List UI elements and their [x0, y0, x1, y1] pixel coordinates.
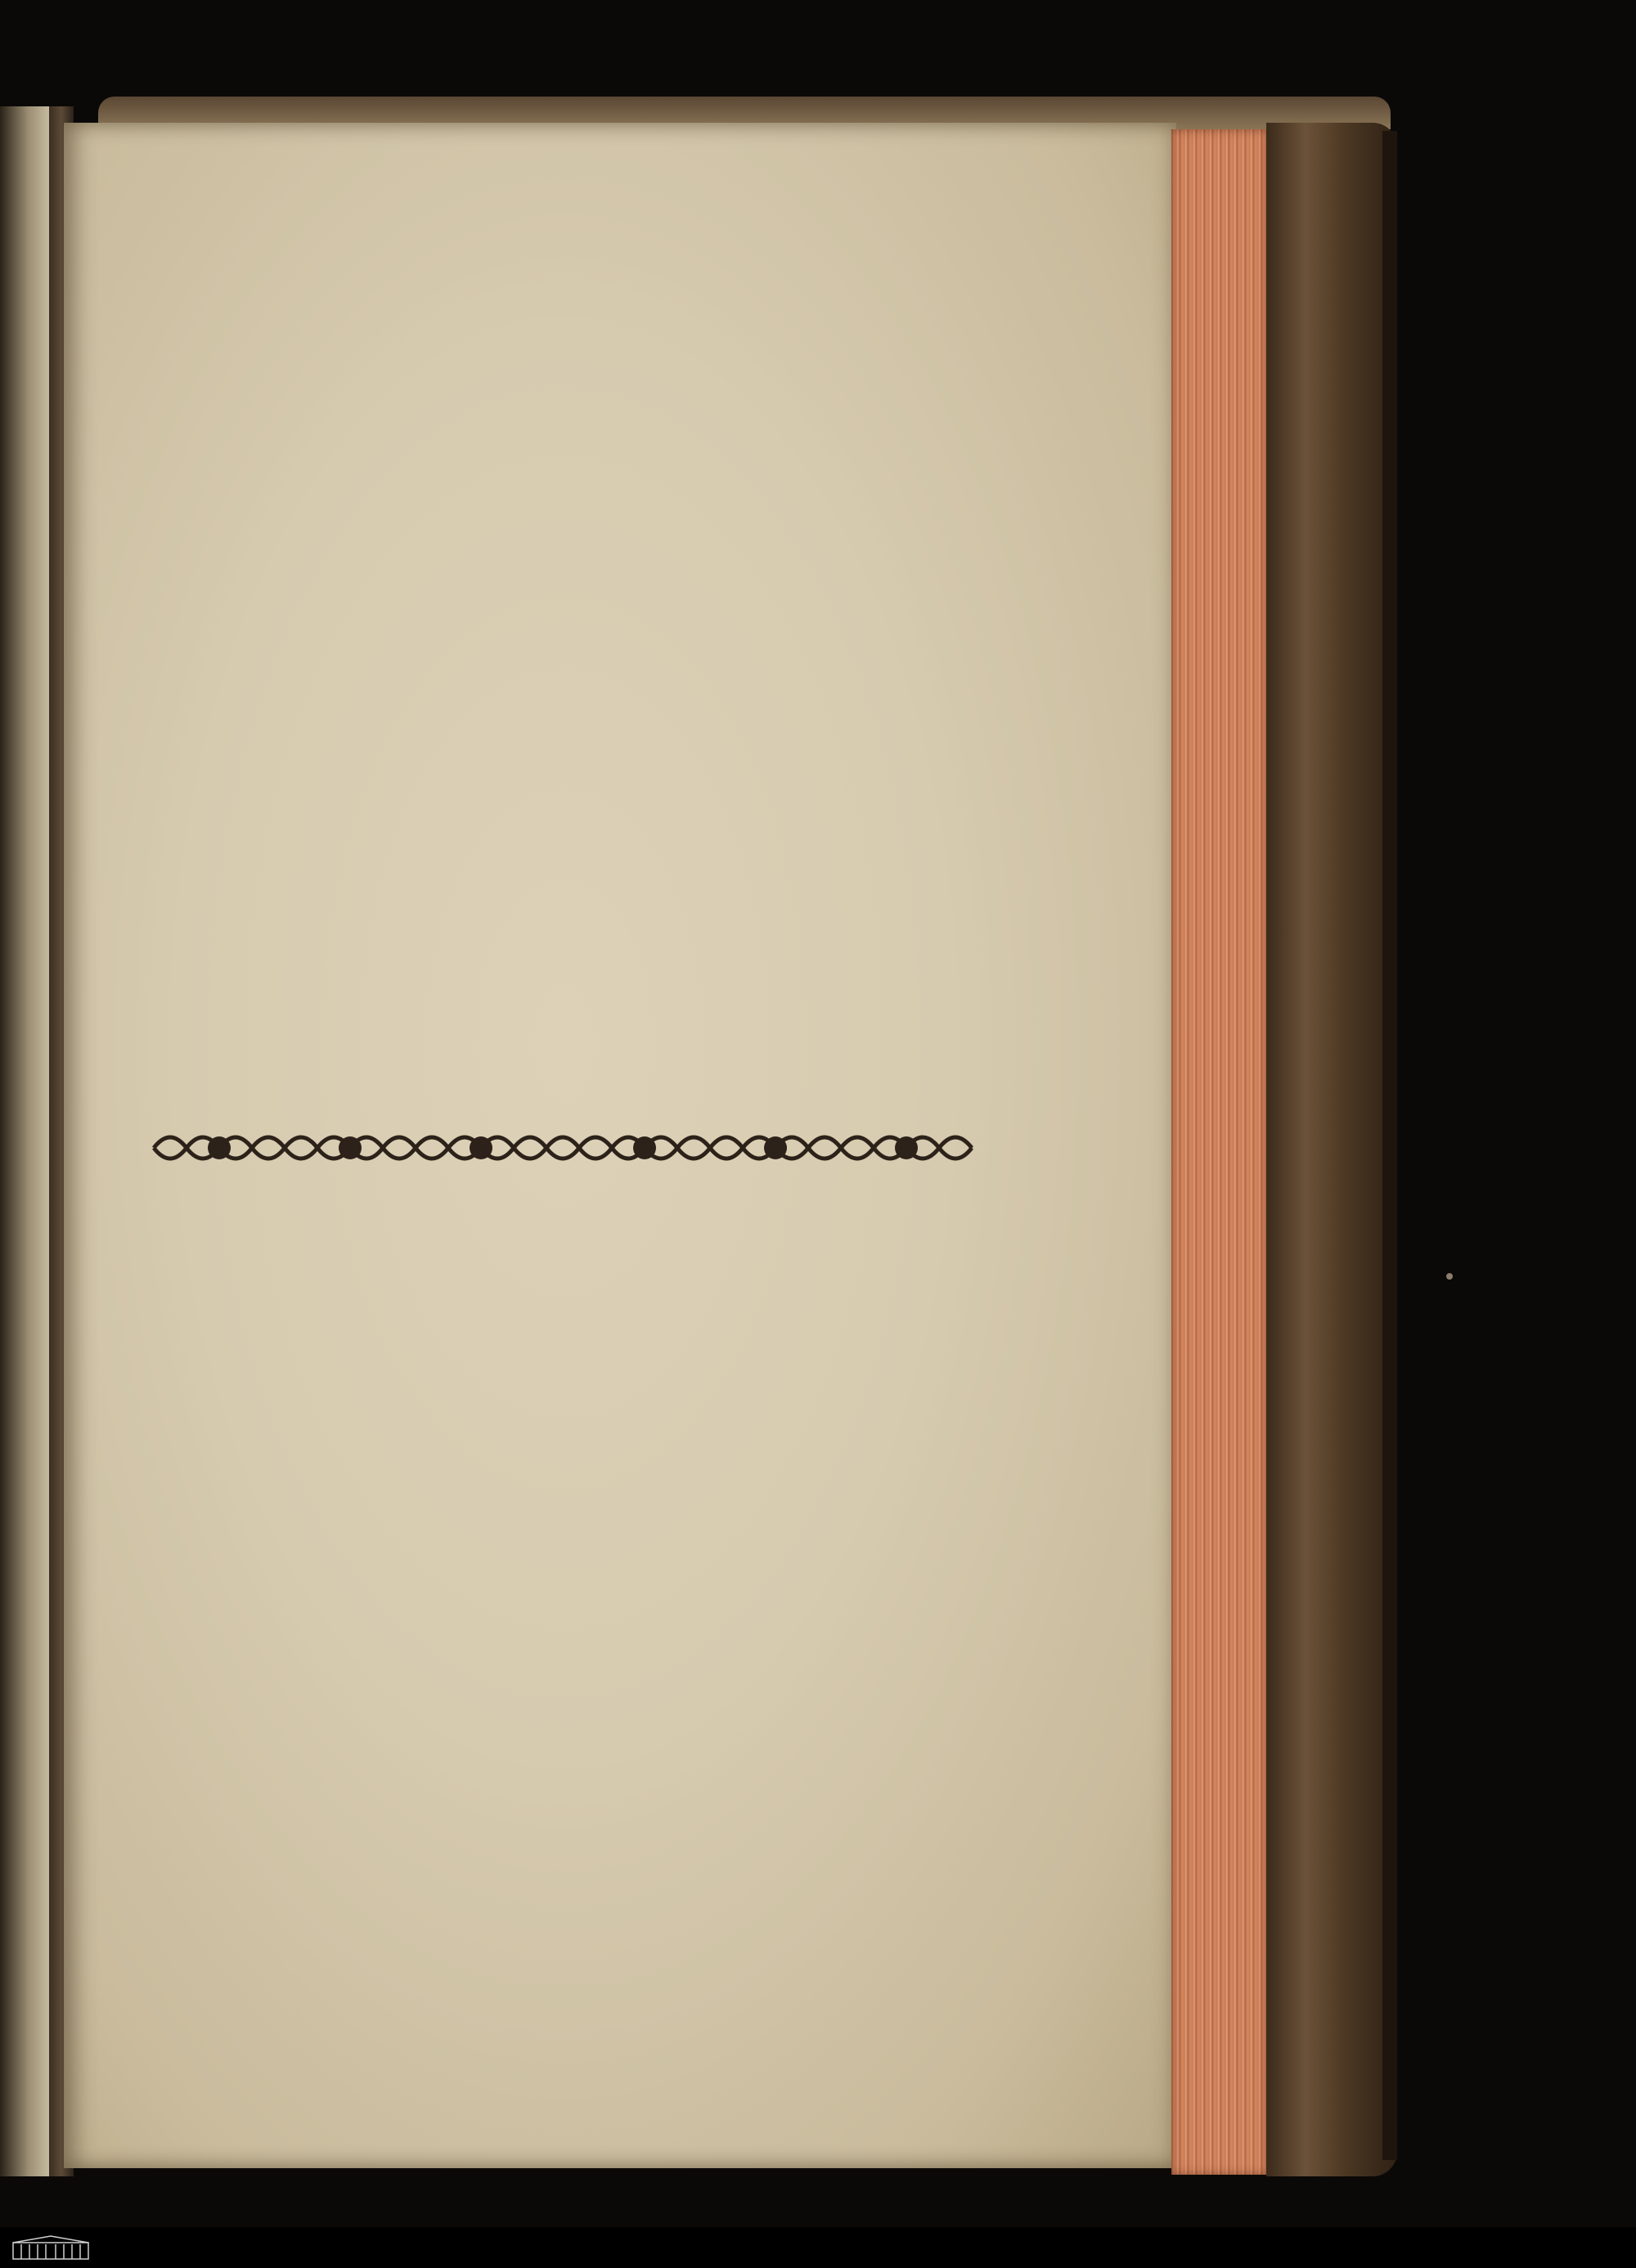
leather-cover: [1266, 123, 1397, 2176]
paper-speck: [1446, 1273, 1453, 1280]
library-building-icon: [11, 2234, 90, 2261]
cover-shadow: [1382, 131, 1397, 2160]
ornament-divider: [146, 1123, 978, 1173]
footer-bar: [0, 2227, 1636, 2268]
page-edges-red: [1171, 129, 1268, 2175]
